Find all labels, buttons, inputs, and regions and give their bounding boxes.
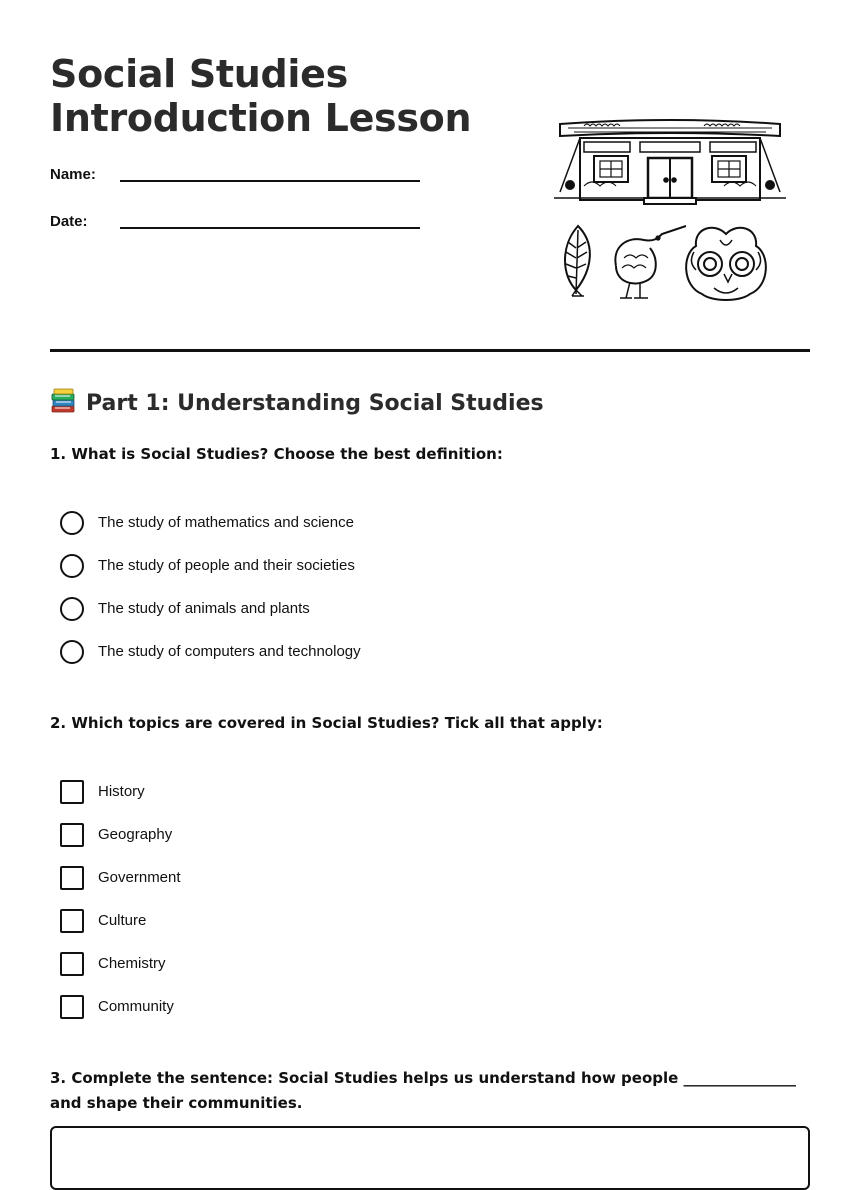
maori-illustration — [554, 118, 786, 308]
q2-option-culture[interactable] — [60, 909, 660, 935]
name-label: Name: — [50, 166, 96, 183]
option-label: Community — [98, 998, 174, 1015]
section-divider — [50, 349, 810, 352]
q1-option-2[interactable] — [60, 554, 660, 580]
radio-button[interactable] — [60, 511, 84, 535]
q1-option-3[interactable] — [60, 597, 660, 623]
q2-option-chemistry[interactable] — [60, 952, 660, 978]
wharenui-meeting-house-icon — [554, 120, 786, 204]
checkbox[interactable] — [60, 823, 84, 847]
part1-heading — [50, 388, 544, 420]
option-label: The study of computers and technology — [98, 643, 361, 660]
part1-title: Part 1: Understanding Social Studies — [86, 391, 544, 416]
date-field[interactable] — [120, 227, 420, 229]
worksheet-title — [50, 52, 471, 140]
q2-option-history[interactable] — [60, 780, 660, 806]
radio-button[interactable] — [60, 554, 84, 578]
checkbox[interactable] — [60, 780, 84, 804]
kiwi-bird-icon — [615, 226, 686, 298]
q2-option-community[interactable] — [60, 995, 660, 1021]
checkbox[interactable] — [60, 909, 84, 933]
title-line-1: Social Studies — [50, 52, 348, 96]
radio-button[interactable] — [60, 597, 84, 621]
option-label: Government — [98, 869, 181, 886]
option-label: History — [98, 783, 145, 800]
question-3: 3. Complete the sentence: Social Studies helps us understand how people _______________ and shape their communities. — [50, 1069, 797, 1112]
question-2: 2. Which topics are covered in Social Studies? Tick all that apply: — [50, 714, 603, 732]
option-label: The study of mathematics and science — [98, 514, 354, 531]
date-label: Date: — [50, 213, 88, 230]
name-field-row — [50, 166, 420, 190]
q2-option-government[interactable] — [60, 866, 660, 892]
q1-option-4[interactable] — [60, 640, 660, 666]
checkbox[interactable] — [60, 995, 84, 1019]
fern-leaf-icon — [565, 226, 590, 296]
books-icon — [50, 388, 76, 414]
checkbox[interactable] — [60, 866, 84, 890]
name-field[interactable] — [120, 180, 420, 182]
checkbox[interactable] — [60, 952, 84, 976]
option-label: Geography — [98, 826, 173, 843]
option-label: The study of animals and plants — [98, 600, 310, 617]
date-field-row — [50, 213, 420, 237]
option-label: Chemistry — [98, 955, 166, 972]
q3-answer-box[interactable] — [50, 1126, 810, 1190]
q1-option-1[interactable] — [60, 511, 660, 537]
radio-button[interactable] — [60, 640, 84, 664]
option-label: Culture — [98, 912, 147, 929]
question-1: 1. What is Social Studies? Choose the best definition: — [50, 445, 503, 463]
title-line-2: Introduction Lesson — [50, 96, 472, 140]
option-label: The study of people and their societies — [98, 557, 355, 574]
q2-option-geography[interactable] — [60, 823, 660, 849]
koru-carving-icon — [686, 228, 766, 300]
